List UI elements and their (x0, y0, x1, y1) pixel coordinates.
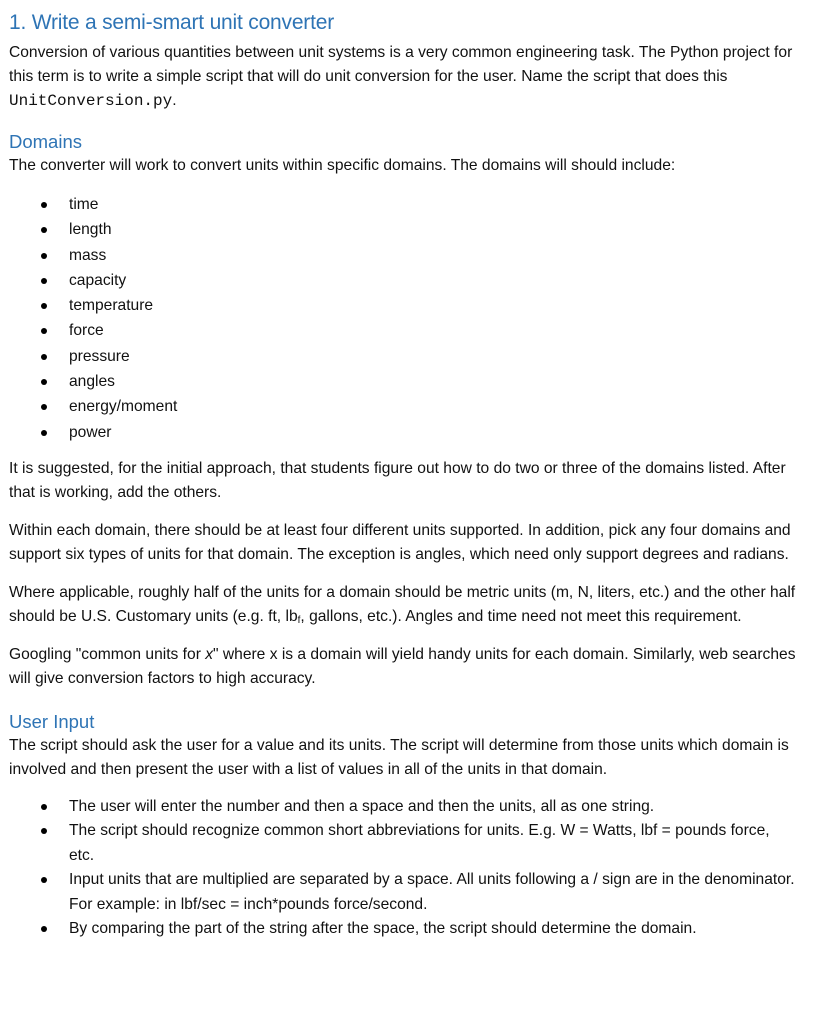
list-item (9, 795, 799, 820)
script-filename: UnitConversion.py (9, 92, 173, 110)
page-title: 1. Write a semi-smart unit converter (9, 11, 335, 34)
bullet-icon (41, 828, 47, 834)
domain-list (9, 192, 799, 445)
list-item (9, 268, 799, 293)
list-item-text: mass (69, 246, 107, 264)
bullet-icon (41, 926, 47, 932)
bullet-icon (41, 354, 47, 360)
googling-text-end: " where x is a domain will yield handy units for each domain. Similarly, web searches will give conversion factors to high accuracy. (9, 645, 796, 687)
domains-heading: Domains (9, 131, 82, 152)
user-input-heading: User Input (9, 710, 95, 732)
bullet-icon (41, 328, 47, 334)
list-item-text: angles (69, 373, 115, 391)
googling-paragraph (9, 643, 799, 691)
list-item (9, 344, 799, 369)
lbf-subscript: f (297, 614, 301, 626)
list-item-text: capacity (69, 271, 127, 289)
list-item (9, 819, 799, 868)
intro-text-end: . (172, 92, 177, 109)
list-item-text: Input units that are multiplied are separated by a space. All units following a / sign are in the denominator. For example: in lbf/sec = inch*pounds force/second. (69, 871, 795, 913)
variable-x: x (205, 645, 214, 663)
list-item (9, 369, 799, 394)
list-item-text: pressure (69, 347, 130, 365)
bullet-icon (41, 804, 47, 810)
intro-text: Conversion of various quantities between unit systems is a very common engineering task. The Python project for this term is to write a simple script that will do unit conversion for the user. Name the script that does this (9, 44, 793, 85)
metric-customary-paragraph (9, 581, 799, 629)
bullet-icon (41, 253, 47, 259)
list-item (9, 318, 799, 343)
list-item-text: energy/moment (69, 398, 178, 416)
list-item-text: power (69, 423, 112, 441)
bullet-icon (41, 404, 47, 410)
suggestion-paragraph: It is suggested, for the initial approach, that students figure out how to do two or three of the domains listed. After that is working, add the others. (9, 459, 786, 501)
list-item (9, 217, 799, 242)
domains-lead-paragraph: The converter will work to convert units within specific domains. The domains will should include: (9, 157, 676, 174)
bullet-icon (41, 877, 47, 883)
list-item (9, 243, 799, 268)
metric-text: Where applicable, roughly half of the units for a domain should be metric units (m, N, liters, etc.) and the other half should be U.S. Customary units (e.g. ft, lb (9, 583, 796, 625)
googling-text: Googling "common units for (9, 645, 206, 663)
list-item (9, 917, 799, 942)
user-input-bullet-list (9, 795, 799, 942)
list-item-text: By comparing the part of the string after the space, the script should determine the domain. (69, 920, 697, 938)
intro-paragraph (9, 41, 799, 113)
list-item-text: time (69, 196, 99, 213)
list-item (9, 192, 799, 217)
list-item-text: length (69, 221, 112, 239)
bullet-icon (41, 430, 47, 436)
bullet-icon (41, 202, 47, 208)
list-item (9, 868, 799, 917)
bullet-icon (41, 303, 47, 309)
bullet-icon (41, 227, 47, 233)
list-item (9, 420, 799, 445)
bullet-icon (41, 278, 47, 284)
list-item-text: temperature (69, 297, 154, 315)
list-item (9, 293, 799, 318)
list-item (9, 394, 799, 419)
list-item-text: force (69, 322, 104, 340)
document-page (9, 0, 799, 942)
bullet-icon (41, 379, 47, 385)
user-input-lead-paragraph: The script should ask the user for a value and its units. The script will determine from those units which domain is involved and then present the user with a list of values in all of the units in that domain. (9, 736, 789, 778)
list-item-text: The script should recognize common short abbreviations for units. E.g. W = Watts, lbf = pounds force, etc. (69, 822, 770, 864)
units-per-domain-paragraph: Within each domain, there should be at least four different units supported. In addition, pick any four domains and support six types of units for that domain. The exception is angles, which need only support degrees and radians. (9, 521, 791, 563)
list-item-text: The user will enter the number and then a space and then the units, all as one string. (69, 797, 655, 815)
metric-text-end: , gallons, etc.). Angles and time need not meet this requirement. (300, 607, 742, 625)
